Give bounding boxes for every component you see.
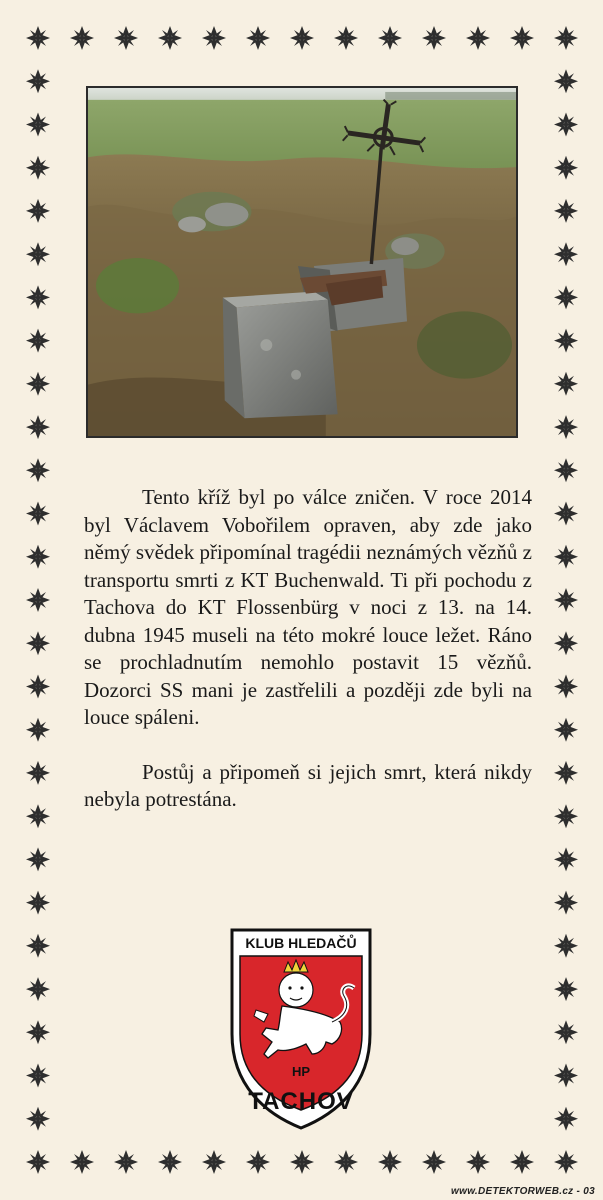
four-leaf-ornament-icon <box>466 1150 490 1174</box>
four-leaf-ornament-icon <box>554 1150 578 1174</box>
four-leaf-ornament-icon <box>26 1020 50 1044</box>
four-leaf-ornament-icon <box>554 26 578 50</box>
memorial-photo <box>86 86 518 438</box>
four-leaf-ornament-icon <box>554 718 578 742</box>
four-leaf-ornament-icon <box>26 588 50 612</box>
four-leaf-ornament-icon <box>554 1064 578 1088</box>
four-leaf-ornament-icon <box>26 285 50 309</box>
four-leaf-ornament-icon <box>554 113 578 137</box>
memorial-text <box>84 484 532 814</box>
four-leaf-ornament-icon <box>26 69 50 93</box>
four-leaf-ornament-icon <box>554 458 578 482</box>
four-leaf-ornament-icon <box>26 977 50 1001</box>
four-leaf-ornament-icon <box>26 26 50 50</box>
four-leaf-ornament-icon <box>554 891 578 915</box>
four-leaf-ornament-icon <box>202 1150 226 1174</box>
four-leaf-ornament-icon <box>554 156 578 180</box>
four-leaf-ornament-icon <box>554 588 578 612</box>
four-leaf-ornament-icon <box>334 1150 358 1174</box>
four-leaf-ornament-icon <box>378 26 402 50</box>
four-leaf-ornament-icon <box>554 285 578 309</box>
four-leaf-ornament-icon <box>510 26 534 50</box>
four-leaf-ornament-icon <box>554 631 578 655</box>
four-leaf-ornament-icon <box>554 1107 578 1131</box>
four-leaf-ornament-icon <box>26 1064 50 1088</box>
paragraph-remembrance: Postůj a připomeň si jejich smrt, která nikdy nebyla potrestána. <box>84 759 532 811</box>
four-leaf-ornament-icon <box>378 1150 402 1174</box>
four-leaf-ornament-icon <box>554 242 578 266</box>
four-leaf-ornament-icon <box>202 26 226 50</box>
four-leaf-ornament-icon <box>466 26 490 50</box>
four-leaf-ornament-icon <box>114 1150 138 1174</box>
paragraph-history: Tento kříž byl po válce zničen. V roce 2014 byl Václavem Vobořilem opraven, aby zde jako němý svědek připomínal tragédii neznámých vězňů z transportu smrti z KT Buchenwald. Ti při pochodu z Tachova do KT Flossenbürg v noci z 13. na 14. dubna 1945 museli na této mokré louce ležet. Ráno se prochladnutím nemohlo postavit 15 vězňů. Dozorci SS mani je zastřelili a později zde byli na louce spáleni. <box>84 485 532 729</box>
four-leaf-ornament-icon <box>26 1150 50 1174</box>
logo-monogram: HP <box>291 1064 311 1079</box>
four-leaf-ornament-icon <box>26 631 50 655</box>
four-leaf-ornament-icon <box>554 1020 578 1044</box>
four-leaf-ornament-icon <box>554 804 578 828</box>
four-leaf-ornament-icon <box>26 761 50 785</box>
four-leaf-ornament-icon <box>554 372 578 396</box>
four-leaf-ornament-icon <box>246 26 270 50</box>
four-leaf-ornament-icon <box>26 545 50 569</box>
four-leaf-ornament-icon <box>554 847 578 871</box>
four-leaf-ornament-icon <box>26 847 50 871</box>
four-leaf-ornament-icon <box>510 1150 534 1174</box>
four-leaf-ornament-icon <box>334 26 358 50</box>
logo-top-text: KLUB HLEDAČŮ <box>245 935 357 951</box>
four-leaf-ornament-icon <box>422 1150 446 1174</box>
four-leaf-ornament-icon <box>290 1150 314 1174</box>
four-leaf-ornament-icon <box>26 718 50 742</box>
logo-bottom-text: TACHOV <box>248 1088 354 1115</box>
four-leaf-ornament-icon <box>554 977 578 1001</box>
four-leaf-ornament-icon <box>422 26 446 50</box>
four-leaf-ornament-icon <box>554 329 578 353</box>
four-leaf-ornament-icon <box>70 1150 94 1174</box>
four-leaf-ornament-icon <box>26 242 50 266</box>
four-leaf-ornament-icon <box>70 26 94 50</box>
four-leaf-ornament-icon <box>26 891 50 915</box>
four-leaf-ornament-icon <box>114 26 138 50</box>
four-leaf-ornament-icon <box>26 329 50 353</box>
four-leaf-ornament-icon <box>554 545 578 569</box>
footer-website: www.DETEKTORWEB.cz - 03 <box>451 1186 595 1197</box>
four-leaf-ornament-icon <box>26 458 50 482</box>
memorial-photo-image <box>88 88 516 436</box>
four-leaf-ornament-icon <box>554 502 578 526</box>
four-leaf-ornament-icon <box>26 113 50 137</box>
four-leaf-ornament-icon <box>158 1150 182 1174</box>
club-logo <box>228 926 374 1132</box>
four-leaf-ornament-icon <box>26 804 50 828</box>
four-leaf-ornament-icon <box>554 69 578 93</box>
four-leaf-ornament-icon <box>26 199 50 223</box>
four-leaf-ornament-icon <box>26 502 50 526</box>
four-leaf-ornament-icon <box>26 156 50 180</box>
four-leaf-ornament-icon <box>554 199 578 223</box>
four-leaf-ornament-icon <box>554 415 578 439</box>
four-leaf-ornament-icon <box>554 934 578 958</box>
four-leaf-ornament-icon <box>26 675 50 699</box>
four-leaf-ornament-icon <box>290 26 314 50</box>
four-leaf-ornament-icon <box>26 1107 50 1131</box>
four-leaf-ornament-icon <box>246 1150 270 1174</box>
four-leaf-ornament-icon <box>26 415 50 439</box>
four-leaf-ornament-icon <box>554 675 578 699</box>
four-leaf-ornament-icon <box>26 934 50 958</box>
four-leaf-ornament-icon <box>554 761 578 785</box>
four-leaf-ornament-icon <box>158 26 182 50</box>
four-leaf-ornament-icon <box>26 372 50 396</box>
